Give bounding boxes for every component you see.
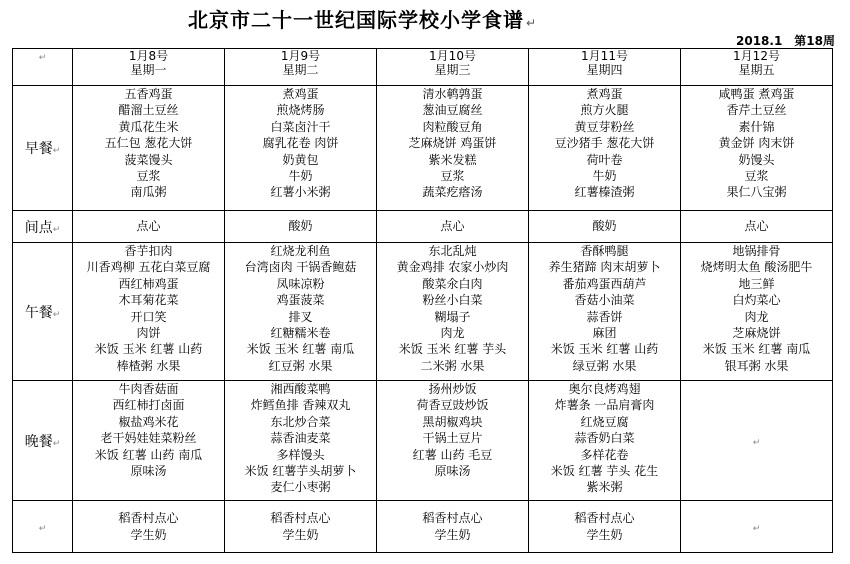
dish-item: 点心 bbox=[440, 219, 465, 234]
meal-label bbox=[13, 86, 73, 211]
dish-item: 扬州炒饭 bbox=[428, 382, 477, 396]
menu-cell bbox=[529, 86, 681, 211]
dish-item: 稻香村点心 bbox=[270, 511, 331, 526]
dish-item: 肉龙 bbox=[440, 326, 465, 341]
dish-item: 炸薯条 一品肩膏肉 bbox=[554, 398, 655, 413]
dish-item: 鸡蛋菠菜 bbox=[276, 293, 325, 308]
dish-item: 稻香村点心 bbox=[422, 511, 483, 526]
dish-item: 牛肉香菇面 bbox=[118, 382, 179, 396]
dish-item: 菠菜馒头 bbox=[124, 152, 173, 167]
dish-item: 稻香村点心 bbox=[574, 511, 635, 526]
dish-item: 荷香豆豉炒饭 bbox=[416, 398, 489, 413]
dish-item: 白灼菜心 bbox=[732, 293, 781, 308]
menu-cell bbox=[529, 211, 681, 243]
day-weekday: 星期二 bbox=[282, 63, 319, 77]
dish-item: 酸奶 bbox=[592, 219, 617, 234]
dish-item: 煎烧烤肠 bbox=[276, 103, 325, 118]
menu-cell bbox=[377, 86, 529, 211]
cell-mark-icon: ↵ bbox=[52, 309, 61, 320]
dish-item: 蒜香饼 bbox=[586, 309, 623, 324]
menu-cell bbox=[681, 243, 833, 381]
dish-item: 米饭 玉米 红薯 南瓜 bbox=[702, 342, 811, 357]
menu-cell bbox=[377, 501, 529, 553]
day-date: 1月12号 bbox=[733, 49, 780, 63]
dish-item: 西红柿打卤面 bbox=[112, 398, 185, 413]
dish-item: 果仁八宝粥 bbox=[726, 185, 787, 200]
menu-cell bbox=[225, 381, 377, 501]
dish-item: 红烧豆腐 bbox=[580, 414, 629, 429]
menu-cell bbox=[681, 86, 833, 211]
menu-cell bbox=[225, 86, 377, 211]
page-title bbox=[188, 4, 537, 33]
dish-item: 米饭 红薯 山药 南瓜 bbox=[94, 447, 203, 462]
meal-label-text: 早餐 bbox=[24, 141, 53, 157]
breakfast-row bbox=[13, 86, 833, 211]
dish-item: 绿豆粥 水果 bbox=[572, 358, 637, 373]
menu-cell bbox=[73, 86, 225, 211]
dish-item: 紫米发糕 bbox=[428, 152, 477, 167]
menu-cell bbox=[225, 211, 377, 243]
day-header bbox=[225, 49, 377, 86]
dish-item: 麻团 bbox=[592, 326, 617, 341]
dish-item: 肉龙 bbox=[744, 309, 769, 324]
cell-mark-icon: ↵ bbox=[38, 523, 47, 534]
dish-item: 豆浆 bbox=[136, 169, 161, 184]
dish-item: 粉丝小白菜 bbox=[422, 293, 483, 308]
day-date: 1月8号 bbox=[128, 49, 169, 63]
meal-label-text: 午餐 bbox=[24, 304, 53, 321]
dish-item: 奶黄包 bbox=[282, 152, 319, 167]
dish-item: 地锅排骨 bbox=[732, 244, 781, 258]
menu-table bbox=[12, 48, 833, 553]
day-weekday: 星期三 bbox=[434, 63, 471, 77]
meal-label-text: 晚餐 bbox=[24, 433, 53, 450]
dish-item: 芝麻烧饼 bbox=[732, 326, 781, 341]
dinner-row bbox=[13, 381, 833, 501]
dish-item: 醋溜土豆丝 bbox=[118, 103, 179, 118]
dish-item: 芝麻烧饼 鸡蛋饼 bbox=[408, 136, 497, 151]
dish-item: 烧烤明太鱼 酸汤肥牛 bbox=[700, 260, 813, 275]
dish-item: 黑胡椒鸡块 bbox=[422, 414, 483, 429]
cell-mark-icon: ↵ bbox=[52, 146, 61, 156]
page-title-text: 北京市二十一世纪国际学校小学食谱 bbox=[188, 8, 524, 32]
dish-item: 红薯榛渣粥 bbox=[574, 185, 635, 200]
dish-item: 蒜香油麦菜 bbox=[270, 431, 331, 446]
dish-item: 排叉 bbox=[288, 309, 313, 324]
dish-item: 原味汤 bbox=[130, 464, 167, 479]
dish-item: 原味汤 bbox=[434, 464, 471, 479]
dish-item: 点心 bbox=[744, 219, 769, 234]
dish-item: 炸鳕鱼排 香辣双丸 bbox=[250, 398, 351, 413]
day-header bbox=[529, 49, 681, 86]
paragraph-mark-icon: ↵ bbox=[526, 16, 538, 30]
menu-cell bbox=[681, 501, 833, 553]
menu-cell bbox=[681, 211, 833, 243]
corner-cell bbox=[13, 49, 73, 86]
dish-item: 米饭 玉米 红薯 南瓜 bbox=[246, 342, 355, 357]
dish-item: 红薯小米粥 bbox=[270, 185, 331, 200]
dish-item: 清水鹌鹑蛋 bbox=[422, 87, 483, 101]
dish-item: 煎方火腿 bbox=[580, 103, 629, 118]
dish-item: 蔬菜疙瘩汤 bbox=[422, 185, 483, 200]
dish-item: 西红柿鸡蛋 bbox=[118, 276, 179, 291]
dish-item: 米饭 红薯芋头胡萝卜 bbox=[244, 464, 357, 479]
dish-item: 黄金饼 肉末饼 bbox=[718, 136, 795, 151]
menu-cell bbox=[377, 211, 529, 243]
meal-label bbox=[13, 501, 73, 553]
dish-item: 蒜香奶白菜 bbox=[574, 431, 635, 446]
dish-item: 老干妈娃娃菜粉丝 bbox=[100, 431, 197, 446]
dish-item: 米饭 玉米 红薯 芋头 bbox=[398, 342, 507, 357]
day-date: 1月9号 bbox=[280, 49, 321, 63]
dish-item: 湘西酸菜鸭 bbox=[270, 382, 331, 396]
menu-cell bbox=[681, 381, 833, 501]
cell-mark-icon: ↵ bbox=[52, 438, 61, 449]
dish-item: 香酥鸭腿 bbox=[580, 244, 629, 258]
evening-snack-row bbox=[13, 501, 833, 553]
dish-item: 红豆粥 水果 bbox=[268, 358, 333, 373]
meal-label bbox=[13, 243, 73, 381]
menu-cell bbox=[377, 243, 529, 381]
dish-item: 黄瓜花生米 bbox=[118, 119, 179, 134]
dish-item: 素什锦 bbox=[738, 119, 775, 134]
dish-item: 棒楂粥 水果 bbox=[116, 358, 181, 373]
dish-item: 黄金鸡排 农家小炒肉 bbox=[396, 260, 509, 275]
dish-item: 肉粒酸豆角 bbox=[422, 119, 483, 134]
dish-item: 点心 bbox=[136, 219, 161, 234]
day-weekday: 星期一 bbox=[130, 63, 167, 77]
cell-mark-icon: ↵ bbox=[752, 523, 761, 534]
dish-item: 米饭 红薯 芋头 花生 bbox=[550, 464, 659, 479]
dish-item: 香芋扣肉 bbox=[124, 244, 173, 258]
dish-item: 紫米粥 bbox=[586, 480, 623, 495]
dish-item: 五仁包 葱花大饼 bbox=[104, 136, 193, 151]
dish-item: 东北乱炖 bbox=[428, 244, 477, 258]
dish-item: 二米粥 水果 bbox=[420, 358, 485, 373]
menu-cell bbox=[529, 501, 681, 553]
dish-item: 咸鸭蛋 煮鸡蛋 bbox=[718, 87, 795, 101]
day-header bbox=[377, 49, 529, 86]
menu-cell bbox=[73, 381, 225, 501]
dish-item: 奶馒头 bbox=[738, 152, 775, 167]
dish-item: 川香鸡柳 五花白菜豆腐 bbox=[86, 260, 211, 275]
dish-item: 牛奶 bbox=[288, 169, 313, 184]
dish-item: 学生奶 bbox=[586, 527, 623, 542]
menu-cell bbox=[73, 501, 225, 553]
lunch-row bbox=[13, 243, 833, 381]
dish-item: 稻香村点心 bbox=[118, 511, 179, 526]
dish-item: 白菜卤汁干 bbox=[270, 119, 331, 134]
cell-mark-icon: ↵ bbox=[52, 224, 61, 235]
dish-item: 黄豆芽粉丝 bbox=[574, 119, 635, 134]
dish-item: 银耳粥 水果 bbox=[724, 358, 789, 373]
dish-item: 木耳菊花菜 bbox=[118, 293, 179, 308]
day-date: 1月10号 bbox=[429, 49, 476, 63]
dish-item: 红糖糯米卷 bbox=[270, 326, 331, 341]
dish-item: 酸菜氽白肉 bbox=[422, 276, 483, 291]
dish-item: 米饭 玉米 红薯 山药 bbox=[550, 342, 659, 357]
dish-item: 干锅土豆片 bbox=[422, 431, 483, 446]
meal-label bbox=[13, 211, 73, 243]
dish-item: 红烧龙利鱼 bbox=[270, 244, 331, 258]
week-info: 2018.1 第18周 bbox=[736, 34, 836, 48]
dish-item: 腐乳花卷 肉饼 bbox=[262, 136, 339, 151]
menu-cell bbox=[73, 211, 225, 243]
dish-item: 煮鸡蛋 bbox=[586, 87, 623, 101]
dish-item: 香菇小油菜 bbox=[574, 293, 635, 308]
menu-cell bbox=[529, 243, 681, 381]
dish-item: 南瓜粥 bbox=[130, 185, 167, 200]
cell-mark-icon: ↵ bbox=[38, 53, 47, 63]
dish-item: 荷叶卷 bbox=[586, 152, 623, 167]
dish-item: 多样馒头 bbox=[276, 447, 325, 462]
dish-item: 学生奶 bbox=[434, 527, 471, 542]
day-weekday: 星期四 bbox=[586, 63, 623, 77]
dish-item: 奥尔良烤鸡翅 bbox=[568, 382, 641, 396]
menu-cell bbox=[225, 243, 377, 381]
snack-row bbox=[13, 211, 833, 243]
dish-item: 台湾卤肉 干锅香鲍菇 bbox=[244, 260, 357, 275]
cell-mark-icon: ↵ bbox=[752, 437, 761, 448]
dish-item: 麦仁小枣粥 bbox=[270, 480, 331, 495]
dish-item: 糊塌子 bbox=[434, 309, 471, 324]
dish-item: 凤味凉粉 bbox=[276, 276, 325, 291]
dish-item: 五香鸡蛋 bbox=[124, 87, 173, 101]
dish-item: 肉饼 bbox=[136, 326, 161, 341]
menu-cell bbox=[225, 501, 377, 553]
dish-item: 牛奶 bbox=[592, 169, 617, 184]
menu-cell bbox=[529, 381, 681, 501]
day-header bbox=[681, 49, 833, 86]
dish-item: 酸奶 bbox=[288, 219, 313, 234]
dish-item: 番茄鸡蛋西葫芦 bbox=[562, 276, 647, 291]
dish-item: 东北炒合菜 bbox=[270, 414, 331, 429]
day-weekday: 星期五 bbox=[738, 63, 775, 77]
meal-label-text: 间点 bbox=[24, 219, 53, 236]
dish-item: 开口笑 bbox=[130, 309, 167, 324]
dish-item: 红薯 山药 毛豆 bbox=[412, 447, 493, 462]
dish-item: 豆沙猪手 葱花大饼 bbox=[554, 136, 655, 151]
menu-cell bbox=[377, 381, 529, 501]
dish-item: 豆浆 bbox=[440, 169, 465, 184]
header-row bbox=[13, 49, 833, 86]
meal-label bbox=[13, 381, 73, 501]
dish-item: 米饭 玉米 红薯 山药 bbox=[94, 342, 203, 357]
dish-item: 豆浆 bbox=[744, 169, 769, 184]
menu-cell bbox=[73, 243, 225, 381]
dish-item: 学生奶 bbox=[282, 527, 319, 542]
dish-item: 地三鲜 bbox=[738, 276, 775, 291]
day-date: 1月11号 bbox=[581, 49, 628, 63]
dish-item: 香芹土豆丝 bbox=[726, 103, 787, 118]
dish-item: 学生奶 bbox=[130, 527, 167, 542]
day-header bbox=[73, 49, 225, 86]
dish-item: 煮鸡蛋 bbox=[282, 87, 319, 101]
dish-item: 椒盐鸡米花 bbox=[118, 414, 179, 429]
dish-item: 葱油豆腐丝 bbox=[422, 103, 483, 118]
dish-item: 养生猪蹄 肉末胡萝卜 bbox=[548, 260, 661, 275]
dish-item: 多样花卷 bbox=[580, 447, 629, 462]
